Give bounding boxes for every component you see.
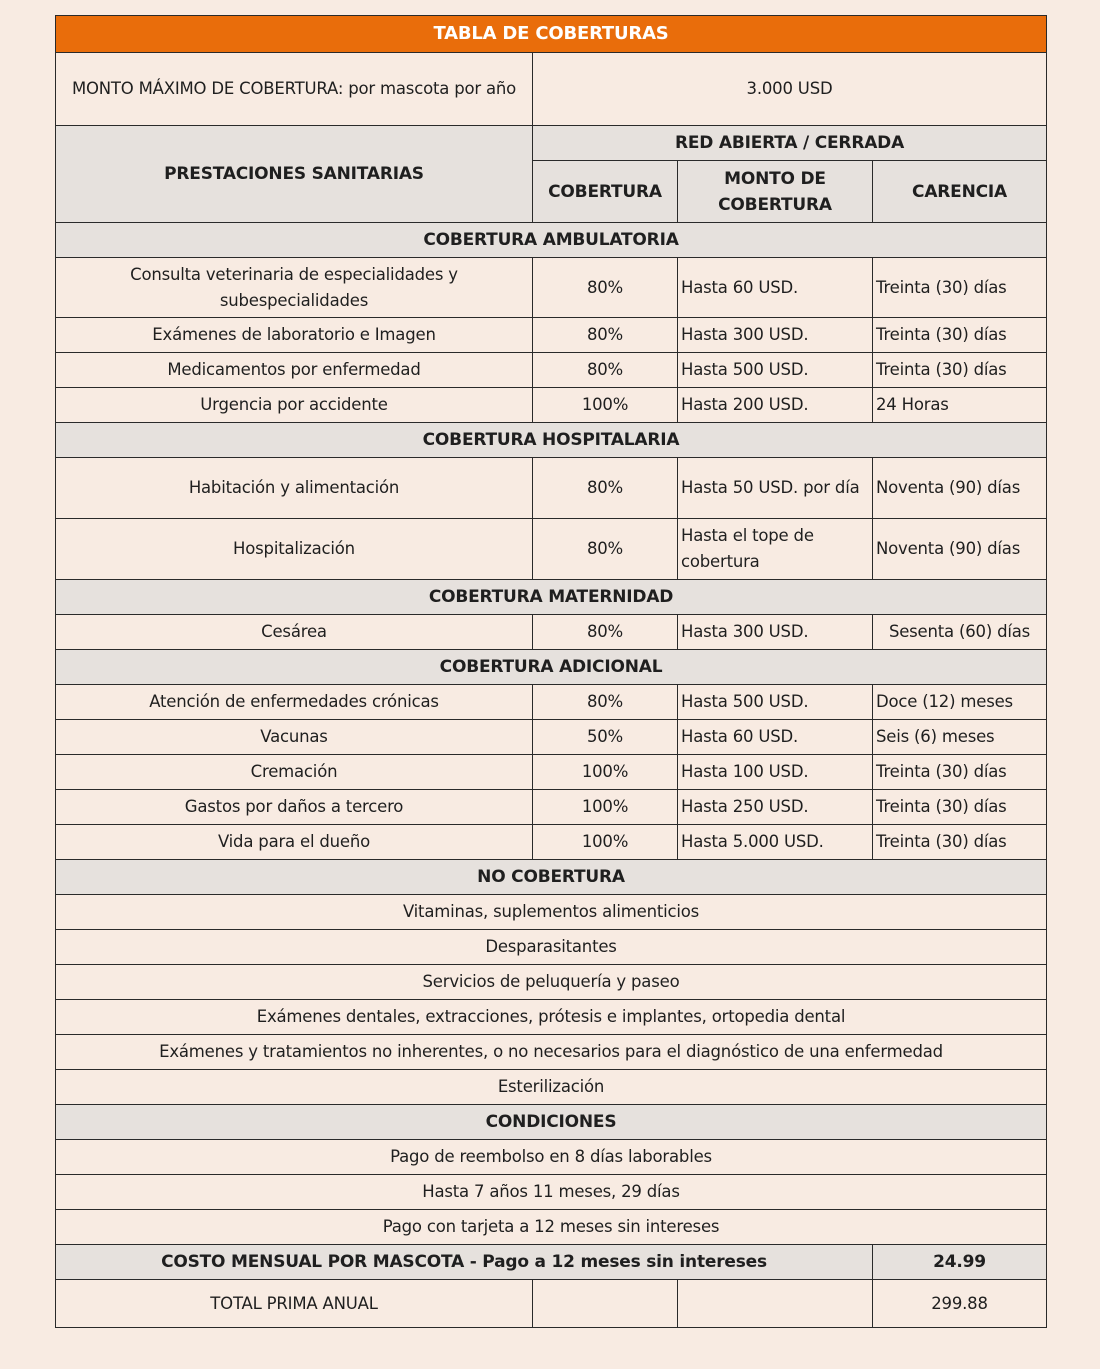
max-coverage-value: 3.000 USD	[533, 53, 1047, 126]
section-header-row	[56, 650, 1047, 685]
monto-cell: Hasta 500 USD.	[678, 353, 873, 388]
no-cobertura-item-row	[56, 1070, 1047, 1105]
carencia-cell: Treinta (30) días	[873, 353, 1047, 388]
prestacion-cell: Exámenes de laboratorio e Imagen	[56, 318, 533, 353]
condicion-item: Pago con tarjeta a 12 meses sin intereses	[56, 1210, 1047, 1245]
section-title: COBERTURA HOSPITALARIA	[56, 423, 1047, 458]
header-red: RED ABIERTA / CERRADA	[533, 126, 1047, 161]
empty-cell	[533, 1280, 678, 1328]
monto-cell: Hasta 60 USD.	[678, 258, 873, 318]
carencia-cell: Doce (12) meses	[873, 685, 1047, 720]
table-row	[56, 615, 1047, 650]
no-cobertura-item-row	[56, 895, 1047, 930]
cobertura-cell: 80%	[533, 519, 678, 580]
empty-cell	[678, 1280, 873, 1328]
no-cobertura-item-row	[56, 1000, 1047, 1035]
monto-cell: Hasta 250 USD.	[678, 790, 873, 825]
prestacion-cell: Atención de enfermedades crónicas	[56, 685, 533, 720]
condicion-item: Pago de reembolso en 8 días laborables	[56, 1140, 1047, 1175]
condiciones-title: CONDICIONES	[56, 1105, 1047, 1140]
condicion-item-row	[56, 1140, 1047, 1175]
carencia-cell: Treinta (30) días	[873, 825, 1047, 860]
max-coverage-label: MONTO MÁXIMO DE COBERTURA: por mascota por año	[56, 53, 533, 126]
condiciones-title-row	[56, 1105, 1047, 1140]
table-row	[56, 825, 1047, 860]
cobertura-cell: 50%	[533, 720, 678, 755]
monto-cell: Hasta 60 USD.	[678, 720, 873, 755]
table-row	[56, 258, 1047, 318]
monto-cell: Hasta el tope de cobertura	[678, 519, 873, 580]
table-title: TABLA DE COBERTURAS	[56, 16, 1047, 53]
carencia-cell: Noventa (90) días	[873, 519, 1047, 580]
cobertura-cell: 80%	[533, 353, 678, 388]
table-row	[56, 685, 1047, 720]
monto-cell: Hasta 50 USD. por día	[678, 458, 873, 519]
table-row	[56, 519, 1047, 580]
carencia-cell: Treinta (30) días	[873, 258, 1047, 318]
section-title: COBERTURA ADICIONAL	[56, 650, 1047, 685]
header-monto: MONTO DE COBERTURA	[678, 161, 873, 223]
costo-mensual-row	[56, 1245, 1047, 1280]
carencia-cell: Treinta (30) días	[873, 755, 1047, 790]
no-cobertura-item: Desparasitantes	[56, 930, 1047, 965]
no-cobertura-item: Vitaminas, suplementos alimenticios	[56, 895, 1047, 930]
table-row	[56, 388, 1047, 423]
table-footer	[56, 860, 1047, 1328]
total-prima-value: 299.88	[873, 1280, 1047, 1328]
prestacion-cell: Vida para el dueño	[56, 825, 533, 860]
table-row	[56, 318, 1047, 353]
no-cobertura-item-row	[56, 965, 1047, 1000]
no-cobertura-title: NO COBERTURA	[56, 860, 1047, 895]
section-title: COBERTURA MATERNIDAD	[56, 580, 1047, 615]
cobertura-cell: 100%	[533, 790, 678, 825]
prestacion-cell: Consulta veterinaria de especialidades y subespecialidades	[56, 258, 533, 318]
table-row	[56, 720, 1047, 755]
no-cobertura-item: Exámenes y tratamientos no inherentes, o no necesarios para el diagnóstico de una enfermedad	[56, 1035, 1047, 1070]
carencia-cell: Noventa (90) días	[873, 458, 1047, 519]
monto-cell: Hasta 100 USD.	[678, 755, 873, 790]
prestacion-cell: Medicamentos por enfermedad	[56, 353, 533, 388]
monto-cell: Hasta 5.000 USD.	[678, 825, 873, 860]
no-cobertura-item: Esterilización	[56, 1070, 1047, 1105]
cobertura-cell: 80%	[533, 458, 678, 519]
table-row	[56, 755, 1047, 790]
condicion-item: Hasta 7 años 11 meses, 29 días	[56, 1175, 1047, 1210]
cobertura-cell: 80%	[533, 615, 678, 650]
no-cobertura-item-row	[56, 1035, 1047, 1070]
cobertura-cell: 80%	[533, 258, 678, 318]
no-cobertura-title-row	[56, 860, 1047, 895]
prestacion-cell: Cremación	[56, 755, 533, 790]
coverage-sections	[56, 223, 1047, 860]
monto-cell: Hasta 300 USD.	[678, 318, 873, 353]
prestacion-cell: Hospitalización	[56, 519, 533, 580]
prestacion-cell: Vacunas	[56, 720, 533, 755]
carencia-cell: 24 Horas	[873, 388, 1047, 423]
header-carencia: CARENCIA	[873, 161, 1047, 223]
cobertura-cell: 100%	[533, 388, 678, 423]
table-row	[56, 458, 1047, 519]
section-title: COBERTURA AMBULATORIA	[56, 223, 1047, 258]
prestacion-cell: Habitación y alimentación	[56, 458, 533, 519]
no-cobertura-item: Exámenes dentales, extracciones, prótesis e implantes, ortopedia dental	[56, 1000, 1047, 1035]
header-prestaciones: PRESTACIONES SANITARIAS	[56, 126, 533, 223]
section-header-row	[56, 423, 1047, 458]
costo-mensual-label: COSTO MENSUAL POR MASCOTA - Pago a 12 meses sin intereses	[56, 1245, 873, 1280]
prestacion-cell: Urgencia por accidente	[56, 388, 533, 423]
carencia-cell: Treinta (30) días	[873, 790, 1047, 825]
coverage-table	[55, 15, 1047, 1328]
prestacion-cell: Gastos por daños a tercero	[56, 790, 533, 825]
monto-cell: Hasta 500 USD.	[678, 685, 873, 720]
cobertura-cell: 80%	[533, 685, 678, 720]
total-prima-row	[56, 1280, 1047, 1328]
table-row	[56, 790, 1047, 825]
cobertura-cell: 100%	[533, 755, 678, 790]
cobertura-cell: 80%	[533, 318, 678, 353]
section-header-row	[56, 580, 1047, 615]
carencia-cell: Seis (6) meses	[873, 720, 1047, 755]
table-row	[56, 353, 1047, 388]
condicion-item-row	[56, 1175, 1047, 1210]
carencia-cell: Treinta (30) días	[873, 318, 1047, 353]
total-prima-label: TOTAL PRIMA ANUAL	[56, 1280, 533, 1328]
cobertura-cell: 100%	[533, 825, 678, 860]
no-cobertura-item-row	[56, 930, 1047, 965]
section-header-row	[56, 223, 1047, 258]
condicion-item-row	[56, 1210, 1047, 1245]
no-cobertura-item: Servicios de peluquería y paseo	[56, 965, 1047, 1000]
costo-mensual-value: 24.99	[873, 1245, 1047, 1280]
prestacion-cell: Cesárea	[56, 615, 533, 650]
monto-cell: Hasta 200 USD.	[678, 388, 873, 423]
carencia-cell: Sesenta (60) días	[873, 615, 1047, 650]
monto-cell: Hasta 300 USD.	[678, 615, 873, 650]
header-cobertura: COBERTURA	[533, 161, 678, 223]
